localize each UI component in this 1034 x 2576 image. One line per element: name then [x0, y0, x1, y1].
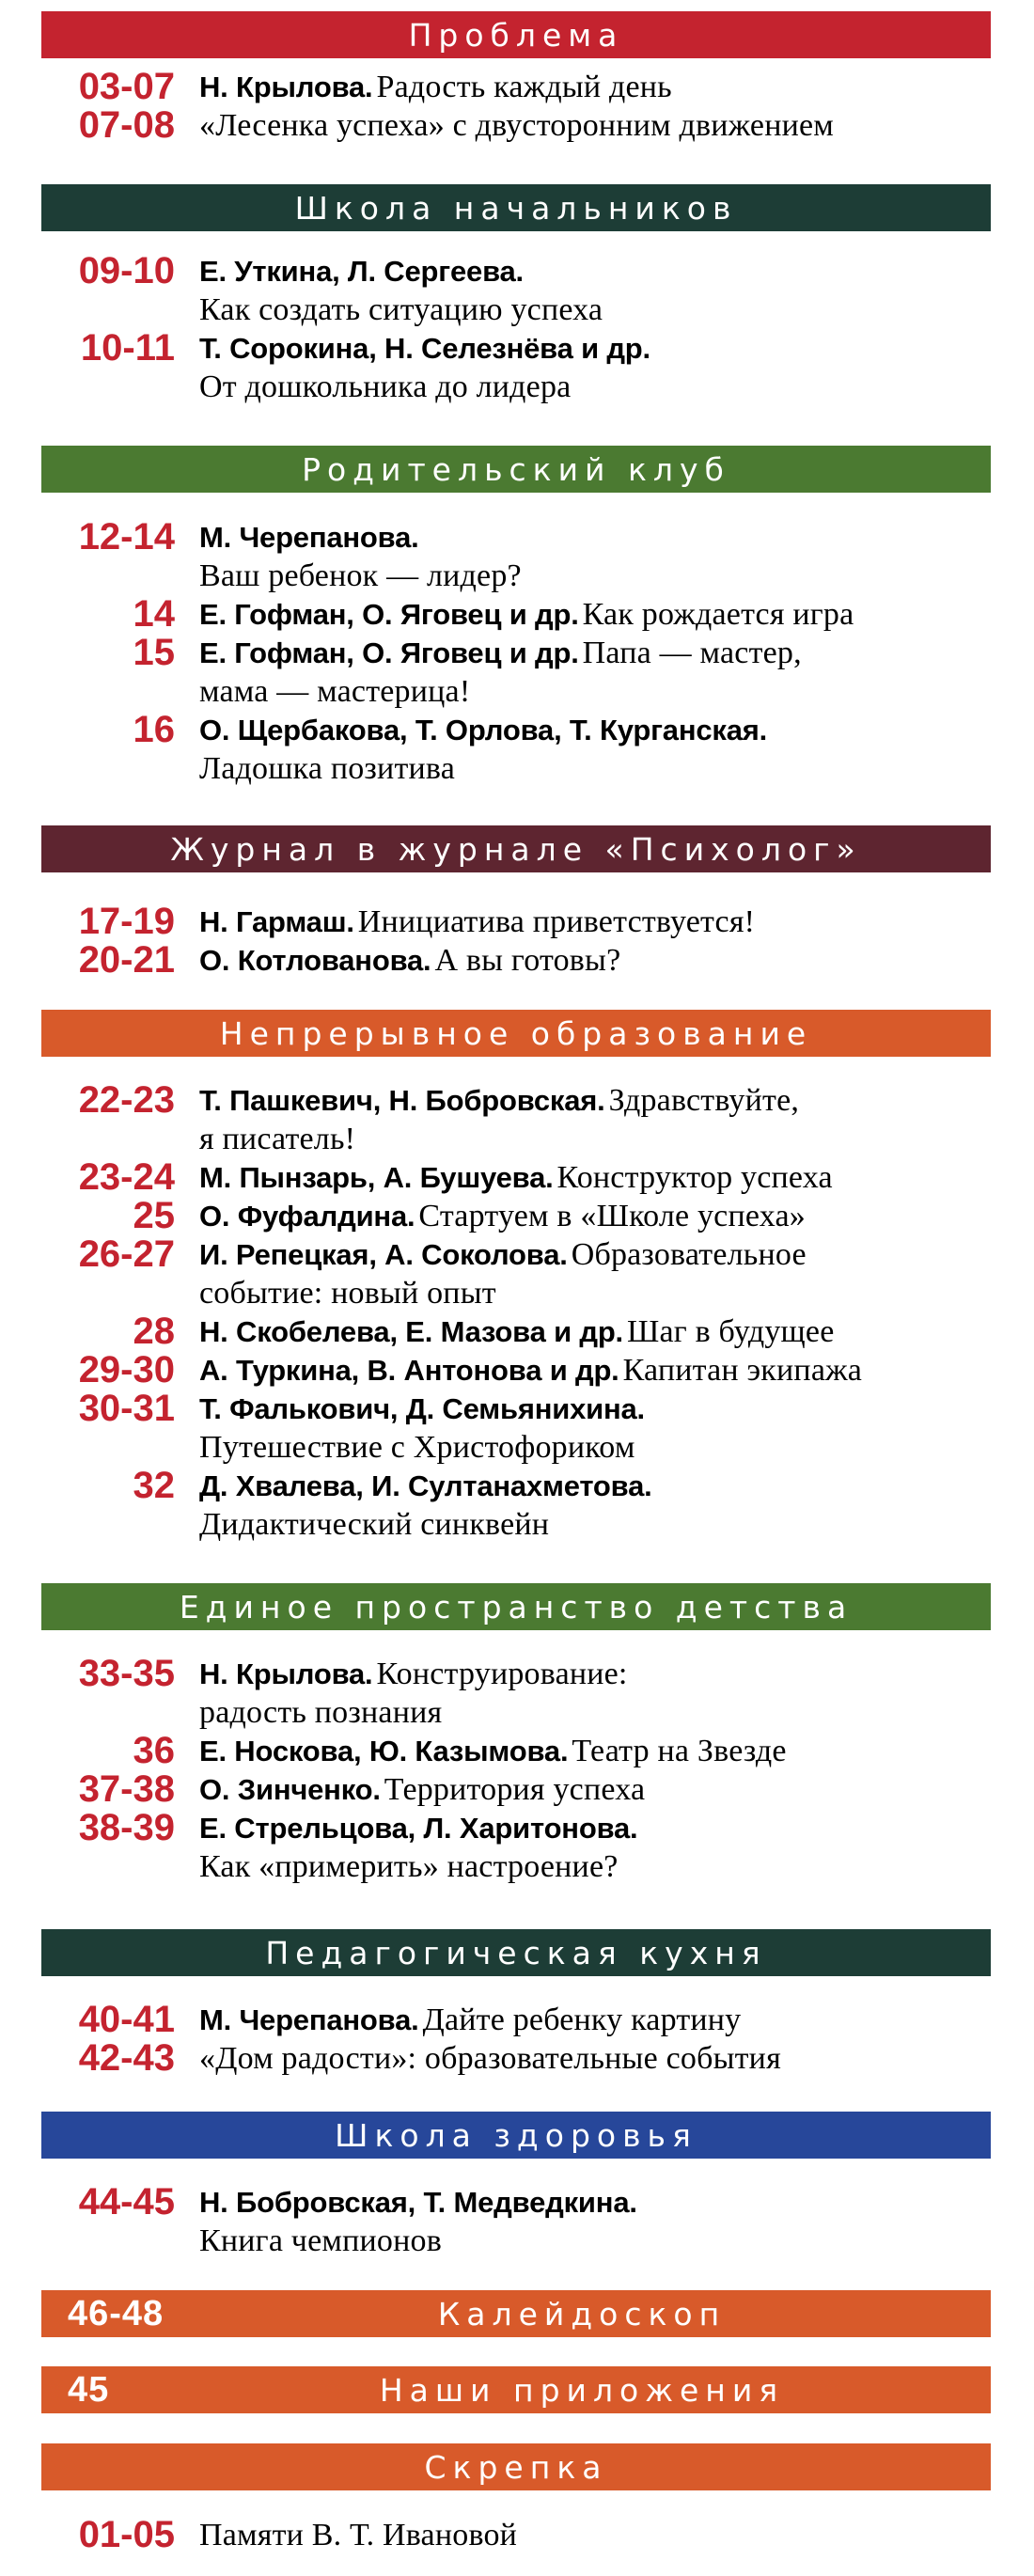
- section-entries: [41, 1081, 1019, 1544]
- article-author: О. Щербакова, Т. Орлова, Т. Курганская.: [199, 714, 768, 746]
- article-author: Е. Стрельцова, Л. Харитонова.: [199, 1812, 638, 1845]
- article-author: Е. Гофман, О. Яговец и др.: [199, 636, 579, 669]
- page-number: 30-31: [78, 1388, 175, 1429]
- entry-line: [199, 1274, 1019, 1312]
- article-author: А. Туркина, В. Антонова и др.: [199, 1354, 619, 1387]
- entry-line: [199, 368, 1019, 406]
- article-title: Театр на Звезде: [572, 1734, 787, 1768]
- section-entries: [41, 903, 1019, 980]
- article-author: Н. Крылова.: [199, 1657, 373, 1690]
- section-entries: [41, 68, 1019, 145]
- entry-line: [199, 1732, 1019, 1770]
- toc-entry[interactable]: [41, 1390, 1019, 1467]
- article-title: Как рождается игра: [582, 597, 854, 632]
- entry-line: [199, 1120, 1019, 1158]
- page-number: 32: [133, 1465, 175, 1506]
- page-number: 22-23: [78, 1079, 175, 1121]
- entry-line: [199, 329, 1019, 368]
- toc-entry[interactable]: [41, 329, 1019, 406]
- section-header: [41, 825, 991, 872]
- article-title: Книга чемпионов: [199, 2223, 442, 2258]
- toc-entry[interactable]: [41, 2516, 1019, 2554]
- article-author: Н. Скобелева, Е. Мазова и др.: [199, 1315, 623, 1348]
- entry-line: [199, 1847, 1019, 1886]
- article-title: Дидактический синквейн: [199, 1507, 550, 1542]
- entry-line: [199, 1809, 1019, 1847]
- toc-entry[interactable]: [41, 1732, 1019, 1770]
- article-title-continued: радость познания: [199, 1695, 443, 1730]
- section-header: [41, 2290, 991, 2337]
- page-number: 09-10: [78, 250, 175, 291]
- toc-entry[interactable]: [41, 1655, 1019, 1732]
- toc-entry[interactable]: [41, 1158, 1019, 1197]
- entry-line: [199, 518, 1019, 557]
- article-author: М. Пынзарь, А. Бушуева.: [199, 1161, 554, 1194]
- section-entries: [41, 252, 1019, 406]
- page-number: 38-39: [78, 1807, 175, 1848]
- entry-line: [199, 291, 1019, 329]
- page-number: 29-30: [78, 1349, 175, 1390]
- article-title: Капитан экипажа: [622, 1353, 863, 1388]
- entry-line: [199, 1428, 1019, 1467]
- article-author: М. Черепанова.: [199, 521, 419, 554]
- article-author: И. Репецкая, А. Соколова.: [199, 1238, 568, 1271]
- toc-entry[interactable]: [41, 68, 1019, 106]
- page-number: 03-07: [78, 66, 175, 107]
- section-page-number: 45: [68, 2369, 110, 2410]
- article-title: От дошкольника до лидера: [199, 369, 572, 404]
- toc-entry[interactable]: [41, 1770, 1019, 1809]
- article-title: Ваш ребенок — лидер?: [199, 558, 522, 593]
- article-title: Путешествие с Христофориком: [199, 1430, 635, 1465]
- page-number: 33-35: [78, 1653, 175, 1694]
- entry-line: [199, 1693, 1019, 1732]
- toc-entry[interactable]: [41, 1809, 1019, 1886]
- section-header: [41, 2366, 991, 2413]
- article-title: Папа — мастер,: [582, 636, 802, 670]
- article-author: М. Черепанова.: [199, 2003, 419, 2036]
- article-title: «Лесенка успеха» с двусторонним движением: [199, 108, 834, 143]
- entry-line: [199, 1770, 1019, 1809]
- entry-line: [199, 1197, 1019, 1235]
- page-number: 40-41: [78, 1999, 175, 2040]
- article-title: «Дом радости»: образовательные события: [199, 2041, 781, 2076]
- section-header: [41, 1583, 991, 1630]
- toc-entry[interactable]: [41, 518, 1019, 595]
- section-title: Школа здоровья: [335, 2116, 697, 2154]
- toc-entry[interactable]: [41, 1081, 1019, 1158]
- article-author: Е. Уткина, Л. Сергеева.: [199, 255, 524, 288]
- article-author: О. Котлованова.: [199, 944, 431, 977]
- entry-line: [199, 557, 1019, 595]
- entry-line: [199, 1235, 1019, 1274]
- toc-entry[interactable]: [41, 711, 1019, 788]
- toc-entry[interactable]: [41, 252, 1019, 329]
- article-author: Н. Крылова.: [199, 71, 373, 103]
- section-entries: [41, 2183, 1019, 2260]
- section-entries: [41, 1655, 1019, 1886]
- entry-line: [199, 68, 1019, 106]
- page-number: 01-05: [78, 2514, 175, 2555]
- section-title: Журнал в журнале «Психолог»: [170, 830, 862, 868]
- entry-line: [199, 1390, 1019, 1428]
- toc-entry[interactable]: [41, 941, 1019, 980]
- entry-line: [199, 1158, 1019, 1197]
- toc-entry[interactable]: [41, 1312, 1019, 1351]
- page-number: 42-43: [78, 2037, 175, 2079]
- section-header: [41, 1010, 991, 1057]
- article-title-continued: событие: новый опыт: [199, 1276, 496, 1311]
- page-number: 16: [133, 709, 175, 750]
- page-number: 36: [133, 1730, 175, 1771]
- toc-entry[interactable]: [41, 1467, 1019, 1544]
- page-number: 20-21: [78, 939, 175, 981]
- toc-entry[interactable]: [41, 106, 1019, 145]
- section-header: [41, 2112, 991, 2159]
- entry-line: [199, 749, 1019, 788]
- article-author: Н. Бобровская, Т. Медведкина.: [199, 2186, 637, 2219]
- entry-line: [199, 1655, 1019, 1693]
- article-title: Стартуем в «Школе успеха»: [418, 1199, 806, 1233]
- section-title: Педагогическая кухня: [265, 1934, 767, 1971]
- section-header: [41, 11, 991, 58]
- entry-line: [199, 106, 1019, 145]
- entry-line: [199, 1467, 1019, 1505]
- page-number: 07-08: [78, 104, 175, 146]
- article-title: Инициатива приветствуется!: [357, 904, 756, 939]
- section-title: Школа начальников: [294, 189, 738, 227]
- article-title: Ладошка позитива: [199, 751, 455, 786]
- page-number: 28: [133, 1311, 175, 1352]
- entry-line: [199, 1081, 1019, 1120]
- article-title: Как создать ситуацию успеха: [199, 292, 603, 327]
- article-author: О. Фуфалдина.: [199, 1200, 415, 1233]
- article-author: Е. Носкова, Ю. Казымова.: [199, 1735, 569, 1767]
- toc-entry[interactable]: [41, 2039, 1019, 2078]
- article-title: Образовательное: [571, 1237, 807, 1272]
- article-author: Т. Пашкевич, Н. Бобровская.: [199, 1084, 605, 1117]
- entry-line: [199, 595, 1019, 634]
- article-author: Н. Гармаш.: [199, 905, 354, 938]
- page-number: 37-38: [78, 1768, 175, 1810]
- entry-line: [199, 2222, 1019, 2260]
- toc-entry[interactable]: [41, 2001, 1019, 2039]
- article-author: О. Зинченко.: [199, 1773, 381, 1806]
- article-title: Дайте ребенку картину: [422, 2003, 742, 2037]
- article-author: Т. Сорокина, Н. Селезнёва и др.: [199, 332, 650, 365]
- section-title: Родительский клуб: [302, 450, 730, 488]
- section-entries: [41, 518, 1019, 788]
- entry-line: [199, 903, 1019, 941]
- article-title: Памяти В. Т. Ивановой: [199, 2518, 518, 2552]
- page-number: 17-19: [78, 901, 175, 942]
- article-title: Конструирование:: [376, 1657, 628, 1691]
- section-header: [41, 446, 991, 493]
- toc-entry[interactable]: [41, 1235, 1019, 1312]
- article-title: Радость каждый день: [376, 70, 672, 104]
- section-entries: [41, 2516, 1019, 2554]
- section-page-number: 46-48: [68, 2293, 164, 2333]
- page-number: 23-24: [78, 1156, 175, 1198]
- section-entries: [41, 2001, 1019, 2078]
- article-author: Д. Хвалева, И. Султанахметова.: [199, 1469, 652, 1502]
- article-title: Конструктор успеха: [556, 1160, 833, 1195]
- entry-line: [199, 711, 1019, 749]
- section-title: Проблема: [408, 16, 624, 54]
- toc-entry[interactable]: [41, 1197, 1019, 1235]
- page-number: 26-27: [78, 1233, 175, 1275]
- toc-entry[interactable]: [41, 595, 1019, 634]
- entry-line: [199, 2001, 1019, 2039]
- article-title-continued: мама — мастерица!: [199, 674, 471, 709]
- toc-entry[interactable]: [41, 903, 1019, 941]
- article-title: Шаг в будущее: [626, 1314, 835, 1349]
- article-title: Здравствуйте,: [608, 1083, 800, 1118]
- entry-line: [199, 1312, 1019, 1351]
- page-number: 44-45: [78, 2181, 175, 2223]
- toc-entry[interactable]: [41, 634, 1019, 711]
- section-title: Скрепка: [424, 2448, 608, 2486]
- article-title: А вы готовы?: [434, 943, 621, 978]
- entry-line: [199, 2183, 1019, 2222]
- section-header: [41, 1929, 991, 1976]
- page-number: 25: [133, 1195, 175, 1236]
- article-author: Е. Гофман, О. Яговец и др.: [199, 598, 579, 631]
- entry-line: [199, 634, 1019, 672]
- entry-line: [199, 672, 1019, 711]
- section-header: [41, 184, 991, 231]
- entry-line: [199, 941, 1019, 980]
- toc-entry[interactable]: [41, 1351, 1019, 1390]
- page-number: 14: [133, 593, 175, 635]
- article-title-continued: я писатель!: [199, 1122, 356, 1156]
- entry-line: [199, 2516, 1019, 2554]
- page-number: 10-11: [80, 327, 175, 369]
- section-title: Калейдоскоп: [437, 2295, 727, 2333]
- section-header: [41, 2443, 991, 2490]
- toc-entry[interactable]: [41, 2183, 1019, 2260]
- article-author: Т. Фалькович, Д. Семьянихина.: [199, 1392, 645, 1425]
- section-title: Наши приложения: [379, 2371, 785, 2409]
- article-title: Территория успеха: [384, 1772, 646, 1807]
- entry-line: [199, 2039, 1019, 2078]
- entry-line: [199, 1351, 1019, 1390]
- section-title: Непрерывное образование: [219, 1014, 813, 1052]
- article-title: Как «примерить» настроение?: [199, 1849, 619, 1884]
- entry-line: [199, 252, 1019, 291]
- page-number: 15: [133, 632, 175, 673]
- section-title: Единое пространство детства: [179, 1588, 854, 1626]
- page-number: 12-14: [78, 516, 175, 558]
- entry-line: [199, 1505, 1019, 1544]
